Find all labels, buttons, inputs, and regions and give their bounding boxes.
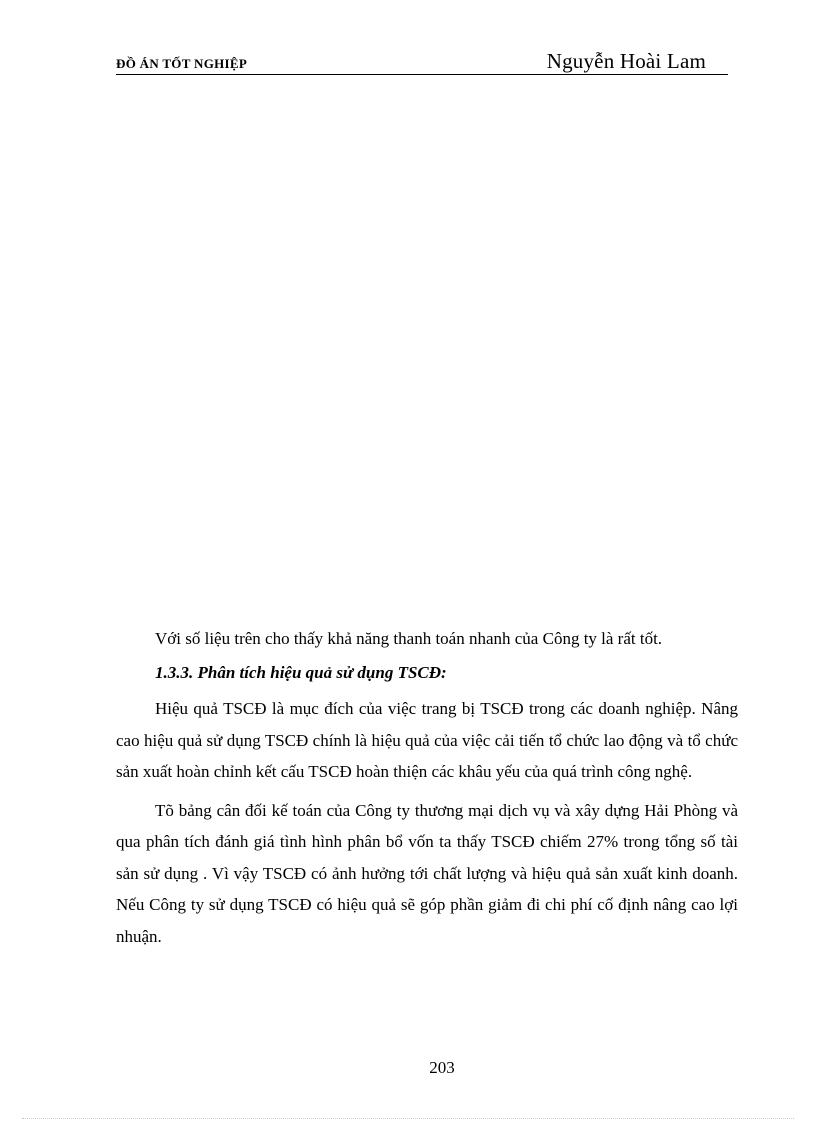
page-bottom-divider xyxy=(22,1118,794,1119)
paragraph-liquidity: Với số liệu trên cho thấy khả năng thanh toán nhanh của Công ty là rất tốt. xyxy=(155,629,663,648)
author-name: Nguyễn Hoài Lam xyxy=(546,49,706,73)
page-header xyxy=(116,44,728,75)
section-heading: 1.3.3. Phân tích hiệu quả sử dụng TSCĐ: xyxy=(155,662,447,682)
document-title: ĐỒ ÁN TỐT NGHIỆP xyxy=(116,56,248,71)
paragraph-balance-sheet: Tõ bảng cân đối kế toán của Công ty thương mại dịch vụ và xây dựng Hải Phòng và qua phân tích đánh giá tình hình phân bổ vốn ta thấy TSCĐ chiếm 27% trong tổng số tài sản sử dụng . Vì vậy TSCĐ có ảnh hưởng tới chất lượng và hiệu quả sản xuất kinh doanh. Nếu Công ty sử dụng TSCĐ có hiệu quả sẽ góp phần giảm đi chi phí cố định nâng cao lợi nhuận. xyxy=(116,800,738,946)
page-number: 203 xyxy=(429,1058,455,1077)
body-content xyxy=(116,623,738,952)
paragraph-efficiency: Hiệu quả TSCĐ là mục đích của việc trang bị TSCĐ trong các doanh nghiệp. Nâng cao hiệu quả sử dụng TSCĐ chính là hiệu quả của việc cải tiến tổ chức lao động và tổ chức sản xuất hoàn chỉnh kết cấu TSCĐ hoàn thiện các khâu yếu của quá trình công nghệ. xyxy=(116,699,738,781)
